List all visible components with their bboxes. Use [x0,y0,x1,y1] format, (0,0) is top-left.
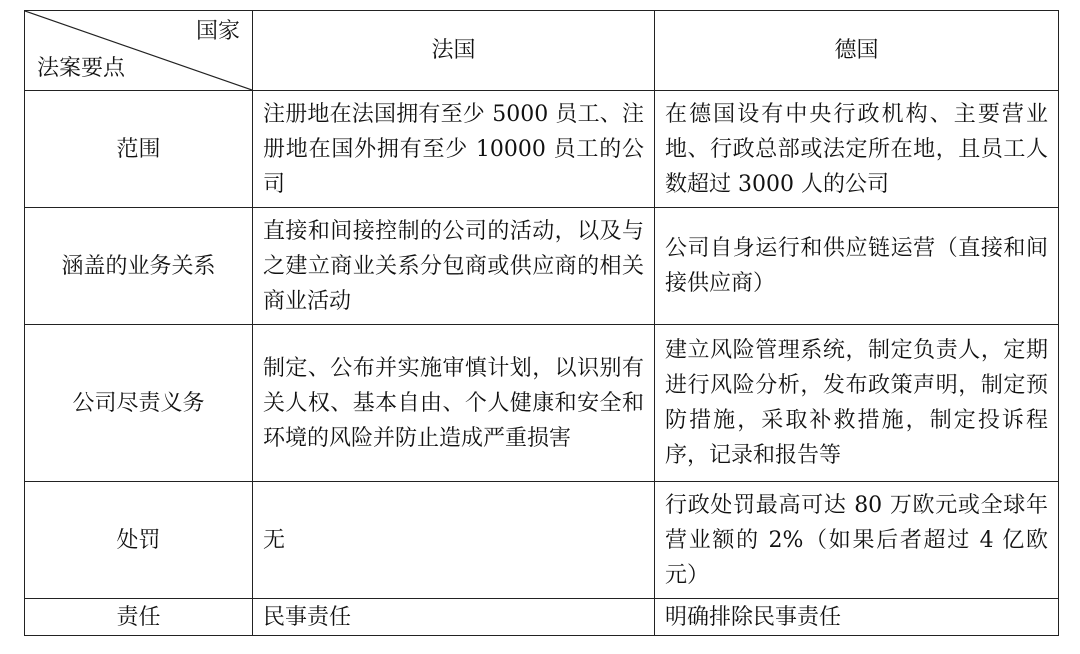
row-label-due-diligence: 公司尽责义务 [25,325,253,482]
table-row [25,482,1059,599]
row-label-liability: 责任 [25,599,253,636]
cell-germany-business-relations: 公司自身运行和供应链运营（直接和间接供应商） [655,208,1059,325]
comparison-table [24,10,1059,636]
row-label-business-relations: 涵盖的业务关系 [25,208,253,325]
cell-france-scope: 注册地在法国拥有至少 5000 员工、注册地在国外拥有至少 10000 员工的公司 [253,91,655,208]
table-row [25,91,1059,208]
cell-germany-scope: 在德国设有中央行政机构、主要营业地、行政总部或法定所在地，且员工人数超过 3000 人的公司 [655,91,1059,208]
cell-germany-penalty: 行政处罚最高可达 80 万欧元或全球年营业额的 2%（如果后者超过 4 亿欧元） [655,482,1059,599]
row-label-penalty: 处罚 [25,482,253,599]
column-header-germany: 德国 [655,11,1059,91]
cell-france-due-diligence: 制定、公布并实施审慎计划，以识别有关人权、基本自由、个人健康和安全和环境的风险并防止造成严重损害 [253,325,655,482]
cell-germany-due-diligence: 建立风险管理系统，制定负责人，定期进行风险分析，发布政策声明，制定预防措施，采取补救措施，制定投诉程序，记录和报告等 [655,325,1059,482]
cell-france-liability: 民事责任 [253,599,655,636]
header-country-label: 国家 [195,19,240,44]
table-row [25,599,1059,636]
diagonal-header-cell [25,11,253,91]
row-label-scope: 范围 [25,91,253,208]
cell-france-penalty: 无 [253,482,655,599]
table-row [25,208,1059,325]
cell-france-business-relations: 直接和间接控制的公司的活动，以及与之建立商业关系分包商或供应商的相关商业活动 [253,208,655,325]
table-row [25,325,1059,482]
table-header-row [25,11,1059,91]
column-header-france: 法国 [253,11,655,91]
cell-germany-liability: 明确排除民事责任 [655,599,1059,636]
header-points-label: 法案要点 [37,56,126,81]
